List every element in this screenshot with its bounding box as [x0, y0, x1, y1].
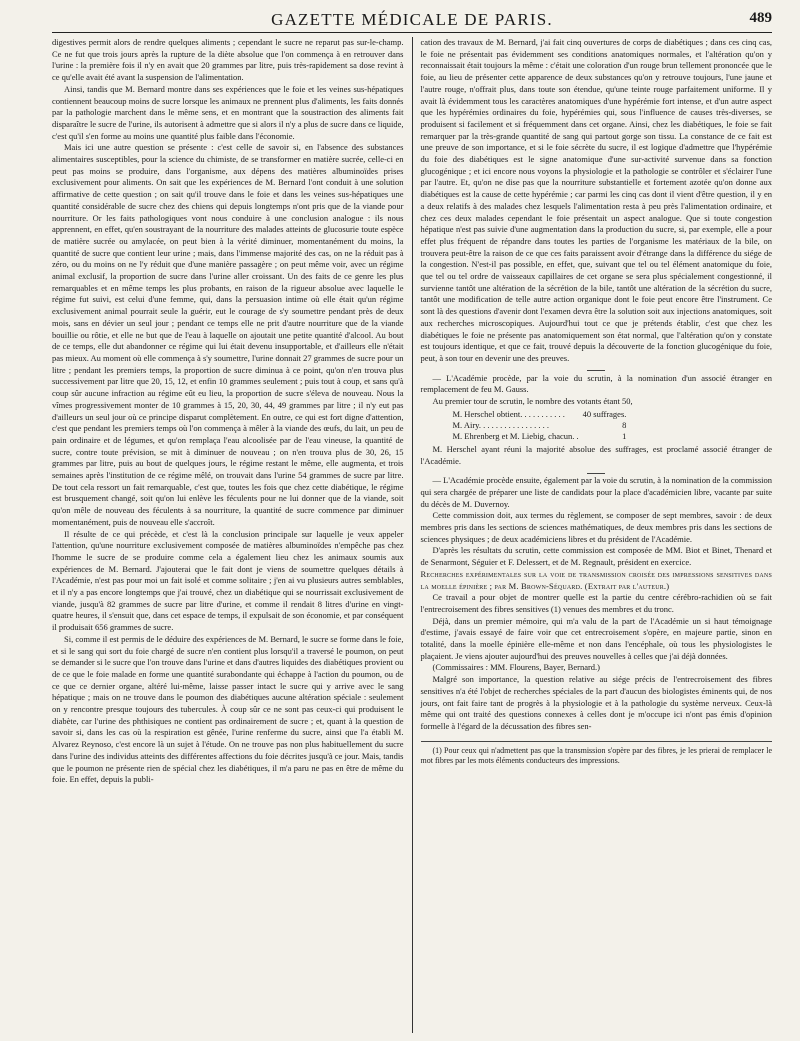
candidate-name: M. Ehrenberg et M. Liebig, chacun. .	[452, 430, 579, 441]
page-number: 489	[749, 10, 772, 26]
vote-intro: Au premier tour de scrutin, le nombre des votants étant 50,	[432, 396, 633, 407]
vote-count: 1	[622, 430, 627, 441]
article-columns	[52, 37, 772, 1033]
paragraph: cation des travaux de M. Bernard, j'ai fait cinq ouvertures de corps de diabétiques ; dans ces cinq cas, le foie ne présentait pas évidemment ses conditions anatomiques normales, et l'altération qu'on y reconnaissait était toujours la même : c'était une coloration d'un rouge brun tellement prononcée que le foie, au lieu de présenter cette apparence de deux substances qu'on y retrouve toujours, l'une jaune et l'autre rouge, n'offrait plus, dans toute son étendue, qu'une teinte rouge parfaitement uniforme. Il y avait là évidemment tous les caractères anatomiques d'une hypérémie fort intense, et d'un autre aspect que les hypérémies ordinaires du foie, hypérémies qui, sous l'influence de causes très-diverses, se produisent si facilement et si fréquemment dans cet organe. Ainsi, chez les diabétiques, le foie se fait remarquer par la très-grande quantité de sang qui partout gorge son tissu. La constance de ce fait est une preuve de son importance, et si le foie sécrète du sucre, il est logique d'admettre que l'hypérémie du foie des diabétiques est le signe anatomique d'une sur-activité survenue dans sa fonction glucogénique ; et ici encore nous voyons la physiologie et la pathologie se contrôler et s'éclairer l'une par l'autre. Et, qu'on ne dise pas que la nourriture substantielle et fortement azotée qu'on donne aux diabétiques est la cause de cette hypérémie ; car parmi les cinq cas dont il vient d'être question, il y en a deux relatifs à des malades chez lesquels l'alimentation resta à peu près l'alimentation ordinaire, et chez ces deux malades cependant le foie présentait un aspect analogue. Que si toute congestion hépatique n'est pas suivie d'une augmentation dans la production du sucre, si, par exemple, elle a pour effet plus fréquent de répandre dans toutes les parties de l'organisme les matériaux de la bile, on trouvera peut-être la raison de ce que ces faits paraissent avoir d'étrange dans la différence du siége de la congestion. N'est-il pas possible, en effet, que, suivant que tel ou tel élément anatomique du foie, que tel ou tel ordre de vaisseaux capillaires de cet organe se sera plus spécialement congestionné, il survienne tantôt une altération de la sécrétion de la bile, tantôt une altération de la sécrétion du sucre, tantôt une modification de telle autre action organique dont le foie peut encore être l'instrument. Ce sont là des questions d'avenir dont l'examen devra être la solution soit aux injections anatomiques, soit aux recherches microscopiques. Aujourd'hui tout ce que je prétends établir, c'est que chez les diabétiques le foie ne présente pas anatomiquement son état normal, que l'altération qu'on y constate est toujours identique, et que ce fait, trouvé depuis la découverte de la fonction glucogénique du foie, peut, à son tour en devenir une des preuves.	[420, 37, 772, 363]
vote-result: M. Herschel ayant réuni la majorité absolue des suffrages, est proclamé associé étranger de l'Académie.	[420, 443, 772, 466]
section-separator	[421, 365, 773, 373]
paragraph: Ainsi, tandis que M. Bernard montre dans ses expériences que le foie et les veines sus-hépatiques contiennent beaucoup moins de sucre lorsque les animaux ne prennent plus d'aliments, les faits donnés par la pathologie marchent dans le même sens, et en montrant que la soustraction des aliments fait disparaître le sucre de l'urine, ils autorisent à admettre que si alors il n'y a plus de sucre dans ce liquide, c'est qu'il s'en forme au moins une quantité plus faible dans l'économie.	[52, 83, 404, 141]
research-title: Recherches expérimentales sur la voie de transmission croisée des impressions sensitives dans la moelle épinière ; par M. Brown-Séquard. (Extrait par l'auteur.)	[420, 568, 772, 591]
right-column	[413, 37, 773, 1033]
page-header	[52, 10, 772, 33]
vote-row	[451, 420, 631, 431]
vote-row	[451, 431, 631, 442]
paragraph: Déjà, dans un premier mémoire, qui m'a valu de la part de l'Académie un si haut témoignage d'estime, j'avais essayé de faire voir que cet entrecroisement s'opère, en majeure partie, sinon en totalité, dans la moelle épinière elle-même et non dans l'encéphale, où tous les physiologistes le plaçaient. Je viens ajouter aujourd'hui des preuves nouvelles à celles que j'ai déjà données.	[420, 615, 772, 661]
journal-title: GAZETTE MÉDICALE DE PARIS.	[271, 10, 553, 29]
vote-count: 8	[622, 419, 627, 430]
paragraph: Malgré son importance, la question relative au siége précis de l'entrecroisement des fibres sensitives n'a été l'objet de recherches spéciales de la part d'aucun des biologistes éminents qui, de nos jours, ont fait faire tant de progrès à la physiologie et à la pathologie du système nerveux. Ceux-là même qui ont traité des questions connexes à celles dont je m'occupe ici n'ont pas émis d'opinion formelle à l'égard de la décussation des fibres sen-	[420, 674, 772, 731]
paragraph: Cette commission doit, aux termes du règlement, se composer de sept membres, savoir : de deux membres pris dans les sections de sciences mathématiques, de deux membres pris dans les sections de sciences physiques ; de deux académiciens libres et du président de l'Académie.	[420, 510, 772, 544]
candidate-name: M. Herschel obtient. . . . . . . . . . .	[452, 408, 565, 419]
vote-row	[451, 409, 631, 420]
paragraph: Il résulte de ce qui précède, et c'est là la conclusion principale sur laquelle je veux appeler l'attention, qu'une nourriture exclusivement composée de matières albuminoïdes n'empêche pas chez l'homme le sucre de se produire comme cela a également lieu chez les animaux soumis aux expériences de M. Bernard. J'ajouterai que le fait dont je viens de soumettre quelques détails à l'Académie, n'est pas pour moi un fait isolé et comme solitaire ; j'en ai vu plusieurs autres semblables, et il n'y a pas encore longtemps que j'ai trouvé, chez un diabétique qui se nourrissait exclusivement de viande, jusqu'à 82 grammes de sucre par litre d'urine, et comme il rendait 8 litres d'urine en vingt-quatre heures, il s'ensuit que, dans cet espace de temps, il expulsait de son économie, et par conséquent il produisait 656 grammes de sucre.	[52, 528, 404, 633]
paragraph: D'après les résultats du scrutin, cette commission est composée de MM. Biot et Binet, Thenard et de Senarmont, Séguier et F. Delessert, et de M. Regnault, président en exercice.	[420, 545, 772, 568]
vote-table	[451, 409, 631, 442]
footnote: (1) Pour ceux qui n'admettent pas que la transmission s'opère par des fibres, je les prierai de remplacer le mot fibres par les mots éléments conducteurs des impressions.	[420, 745, 772, 766]
paragraph: Si, comme il est permis de le déduire des expériences de M. Bernard, le sucre se forme dans le foie, et si le sang qui sort du foie chargé de sucre n'en contient plus lorsqu'il a traversé le poumon, on peut se demander si le sucre que l'on trouve dans l'urine et dans d'autres liquides des diabétiques provient ou de ce que le foie malade en forme une quantité surabondante qui échappe à l'action du poumon, ou de ce que ce dernier organe, altéré lui-même, laisse passer intact le sucre qui y arrive avec le sang hépatique ; mais on ne trouve dans le poumon des diabétiques aucune altération spéciale : seulement on y rencontre presque toujours des tubercules. À coup sûr ce ne sont pas ceux-ci qui produisent le diabète, car l'urine des phthisiques ne contient pas ordinairement de sucre ; et, quant à la question de savoir si, dans les cas où la respiration est gênée, l'urine renferme du sucre, ainsi que l'a établi M. Alvarez Reynoso, c'est encore là un sujet à l'étude. On ne trouve pas non plus habituellement du sucre dans l'urine des individus atteints des différentes affections du foie décrites jusqu'à ce jour. Mais, tandis que le poumon ne présente rien de spécial chez les diabétiques, il m'a paru ne pas en être de même du foie. En effet, depuis la publi-	[52, 633, 404, 785]
candidate-name: M. Airy. . . . . . . . . . . . . . . . .	[452, 419, 549, 430]
vote-count: 40 suffrages.	[582, 408, 627, 419]
paragraph: Mais ici une autre question se présente : c'est celle de savoir si, en l'absence des substances alimentaires susceptibles, pour la science du chimiste, de se transformer en matière sucrée, celle-ci en peut pas moins se produire, dans l'organisme, aux dépens des matières albuminoïdes prises exclusivement pour aliments. On sait que les expériences de M. Bernard l'ont conduit à une solution affirmative de cette question ; on sait qu'il trouve dans le foie et dans les veines sus-hépatiques une quantité considérable de sucre chez des chiens qui depuis longtemps n'ont pris que de la viande pour nourriture. Or les faits pathologiques vont nous conduire à une conclusion analogue : ils nous apprennent, en effet, qu'en soustrayant de la nourriture des malades atteints de glucosurie toute espèce de matière sucrée ou amylacée, on peut bien à la vérité diminuer, momentanément du moins, la quantité de sucre que contient leur urine ; mais, dans l'immense majorité des cas, on ne la réduit pas à zéro, ou du moins on ne l'y réduit que d'une manière passagère ; on peut même voir, avec un régime animal exclusif, la proportion de sucre dans l'urine aller croissant. Un des faits de ce genre les plus remarquables et en même temps les plus probants, en raison de la rigueur absolue avec laquelle le régime fut suivi, est celui d'une femme, qui, dans la persuasion intime où elle était qu'un régime exclusivement animal pourrait seule la guérir, eut le courage de s'y soumettre pendant près de deux mois, sans en dévier un seul jour ; pendant ce temps elle ne prit d'autre nourriture que de la viande bouillie ou rôtie, et elle ne but que de l'eau à laquelle on ajoutait une petite quantité d'alcool. Au bout de ce temps, elle dut abandonner ce régime qui lui était devenu insupportable, et d'ailleurs elle n'était pas mieux. Au moment où elle commença à s'y soumettre, l'urine donnait 27 grammes de sucre pour un litre ; pendant les premiers temps, la proportion de sucre diminua à ce point, qu'on n'en trouva plus successivement par litre que 20, 15, 12, et enfin 10 grammes seulement ; puis tout à coup, et sans qu'à coup sûr aucune infraction au régime eût eu lieu, la proportion de sucre s'éleva de nouveau. Nous la vîmes progressivement monter de 10 grammes à 15, 20, 30, 44, 49 grammes par litre ; il n'y eut pas d'ailleurs un seul jour où ce principe disparut complètement. En outre, ce qui est fort digne d'attention, c'est que pendant les premiers temps où l'on commença à mêler à la viande des œufs, du lait, un peu de pain ordinaire et de légumes, et qu'on remplaça l'eau alcoolisée par de l'eau vineuse, la quantité de sucre, contre toute prévision, se mit à diminuer de nouveau ; on n'en trouva plus de 30, 26, 15 grammes par litre, puis au bout de quelques jours, le régime restant le même, elle augmenta, et trois semaines après l'institution de ce régime mêlé, on trouvait dans l'urine 54 grammes de sucre par litre. De tout cela ressort un fait remarquable, c'est que, toutes les fois que chez cette diabétique, le régime est brusquement changé, soit qu'on lui enlève les féculents pour ne lui donner que de la viande, soit qu'on mêle de nouveau des féculents à sa nourriture, la quantité de sucre commence par diminuer momentanément, puis de nouveau elle s'accroît.	[52, 142, 404, 527]
paragraph: — L'Académie procède ensuite, également par la voie du scrutin, à la nomination de la commission qui sera chargée de préparer une liste de candidats pour la place d'académicien libre, vacante par suite du décès de M. Duvernoy.	[420, 475, 772, 509]
footnote-rule	[421, 741, 773, 742]
paragraph: digestives permit alors de rendre quelques aliments ; cependant le sucre ne reparut pas sur-le-champ. Ce ne fut que trois jours après la rupture de la diète absolue que l'on commença à en retrouver dans l'urine : la première fois il n'y en avait que 20 grammes par litre, puis très-rapidement sa dose revint à ce qu'elle avait été avant la suspension de l'alimentation.	[52, 37, 404, 83]
commissaires-line: (Commissaires : MM. Flourens, Bayer, Bernard.)	[432, 662, 601, 673]
election-paragraph: — L'Académie procède, par la voie du scrutin, à la nomination d'un associé étranger en remplacement de feu M. Gauss.	[420, 372, 772, 395]
paragraph: Ce travail a pour objet de montrer quelle est la partie du centre cérébro-rachidien où se fait l'entrecroisement des fibres sensitives (1) venues des membres et du tronc.	[420, 592, 772, 614]
left-column	[52, 37, 412, 1033]
section-separator	[421, 467, 773, 475]
